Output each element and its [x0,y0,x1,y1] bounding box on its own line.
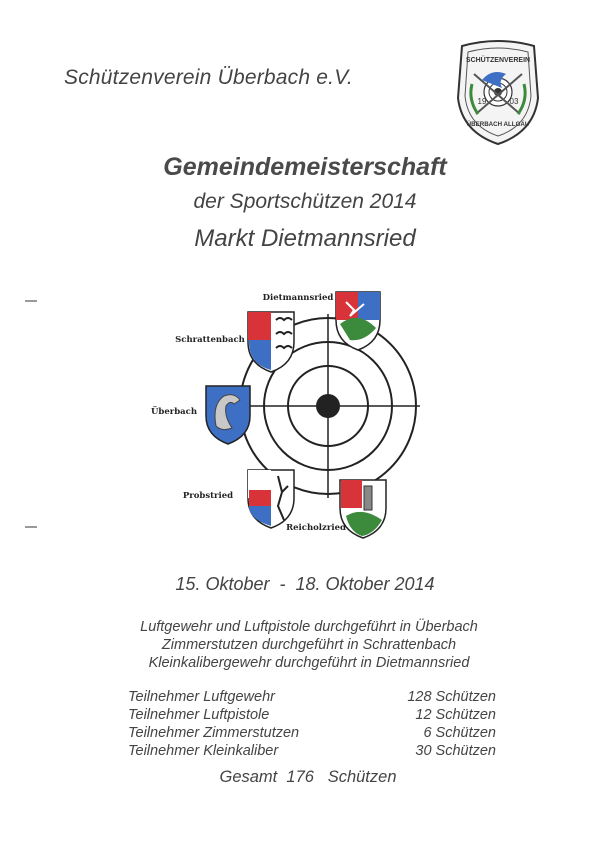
crest-label-ueberbach: Überbach [150,407,198,417]
total-participants: Gesamt 176 Schützen [219,768,397,786]
participant-count: 12 Schützen [415,707,496,723]
participant-label: Teilnehmer Kleinkaliber [128,743,279,759]
event-dates: 15. Oktober - 18. Oktober 2014 [175,574,435,594]
target-emblem [150,280,450,550]
venue-title: Markt Dietmannsried [194,225,416,252]
crest-schrattenbach-icon [248,312,294,372]
participant-row [128,706,496,724]
participant-label: Teilnehmer Luftgewehr [128,689,275,705]
crest-label-reicholzried: Reicholzried [286,523,346,533]
info-line: Luftgewehr und Luftpistole durchgeführt in Überbach [140,619,478,635]
crest-label-schrattenbach: Schrattenbach [175,335,245,345]
venue-info [0,618,600,672]
logo-bottom-text: ÜBERBACH ALLGÄU [466,121,530,128]
participant-count: 128 Schützen [407,689,496,705]
club-logo [452,40,544,148]
crest-reicholzried-icon [340,480,386,538]
punch-mark [25,526,37,528]
crest-ueberbach-icon [206,386,250,444]
participant-count: 6 Schützen [423,725,496,741]
crest-dietmannsried-icon [336,292,380,350]
participant-count: 30 Schützen [415,743,496,759]
participant-row [128,688,496,706]
crest-label-probstried: Probstried [182,491,234,501]
participant-list [128,688,496,760]
page-title: Gemeindemeisterschaft [163,153,447,181]
page-subtitle: der Sportschützen 2014 [193,190,417,213]
info-line: Zimmerstutzen durchgeführt in Schrattenbach [161,637,457,653]
crest-probstried-icon [248,470,294,528]
logo-top-text: SCHÜTZENVEREIN [465,57,531,64]
participant-label: Teilnehmer Zimmerstutzen [128,725,300,741]
participant-row [128,742,496,760]
crest-label-dietmannsried: Dietmannsried [262,293,334,303]
logo-year-right: 03 [509,97,519,106]
info-line: Kleinkalibergewehr durchgeführt in Dietmannsried [148,655,470,671]
participant-row [128,724,496,742]
participant-label: Teilnehmer Luftpistole [128,707,270,723]
punch-mark [25,300,37,302]
club-name: Schützenverein Überbach e.V. [64,66,353,89]
logo-year-left: 19 [477,97,487,106]
